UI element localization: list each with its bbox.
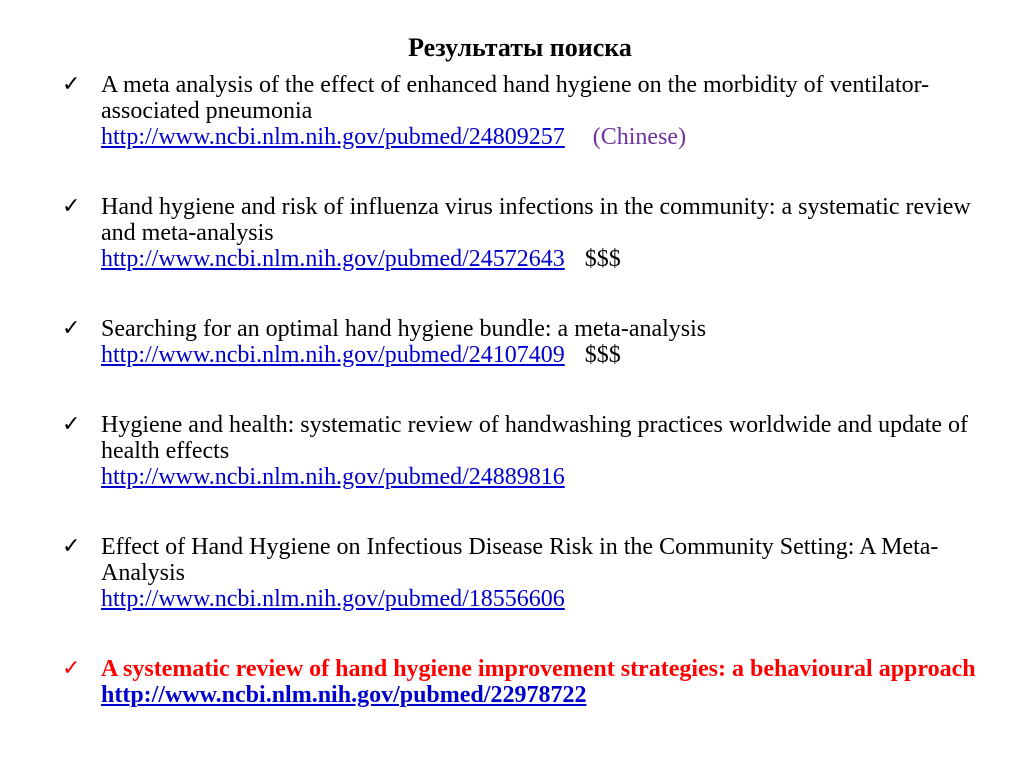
result-link-line [101, 464, 982, 490]
results-list [62, 72, 982, 708]
pubmed-link[interactable]: http://www.ncbi.nlm.nih.gov/pubmed/24809257 [101, 124, 565, 150]
pubmed-link[interactable]: http://www.ncbi.nlm.nih.gov/pubmed/24572643 [101, 246, 565, 272]
result-link-line [101, 586, 982, 612]
paid-access-note: $$$ [584, 246, 621, 272]
language-note: (Chinese) [592, 124, 687, 150]
list-item [62, 316, 982, 368]
checkmark-icon: ✓ [62, 534, 81, 559]
pubmed-link[interactable]: http://www.ncbi.nlm.nih.gov/pubmed/18556606 [101, 586, 565, 612]
result-title: A meta analysis of the effect of enhanced hand hygiene on the morbidity of ventilator-associated pneumonia [101, 72, 930, 124]
list-item [62, 412, 982, 490]
result-link-line [101, 342, 982, 368]
result-link-line [101, 682, 982, 708]
checkmark-icon: ✓ [62, 656, 81, 681]
list-item [62, 534, 982, 612]
result-title: Hygiene and health: systematic review of handwashing practices worldwide and update of health effects [101, 412, 969, 464]
list-item [62, 194, 982, 272]
checkmark-icon: ✓ [62, 412, 81, 437]
result-title: Hand hygiene and risk of influenza virus infections in the community: a systematic review and meta-analysis [101, 194, 971, 246]
result-title: Searching for an optimal hand hygiene bundle: a meta-analysis [101, 316, 707, 342]
slide-title: Результаты поиска [408, 33, 632, 62]
result-link-line [101, 124, 982, 150]
list-item [62, 72, 982, 150]
pubmed-link[interactable]: http://www.ncbi.nlm.nih.gov/pubmed/24107409 [101, 342, 565, 368]
checkmark-icon: ✓ [62, 194, 81, 219]
result-title: A systematic review of hand hygiene improvement strategies: a behavioural approach [101, 656, 976, 682]
paid-access-note: $$$ [584, 342, 621, 368]
checkmark-icon: ✓ [62, 72, 81, 97]
result-link-line [101, 246, 982, 272]
result-title: Effect of Hand Hygiene on Infectious Disease Risk in the Community Setting: A Meta-Analysis [101, 534, 939, 586]
pubmed-link[interactable]: http://www.ncbi.nlm.nih.gov/pubmed/24889816 [101, 464, 565, 490]
checkmark-icon: ✓ [62, 316, 81, 341]
pubmed-link[interactable]: http://www.ncbi.nlm.nih.gov/pubmed/22978722 [101, 682, 587, 708]
list-item-highlighted [62, 656, 982, 708]
